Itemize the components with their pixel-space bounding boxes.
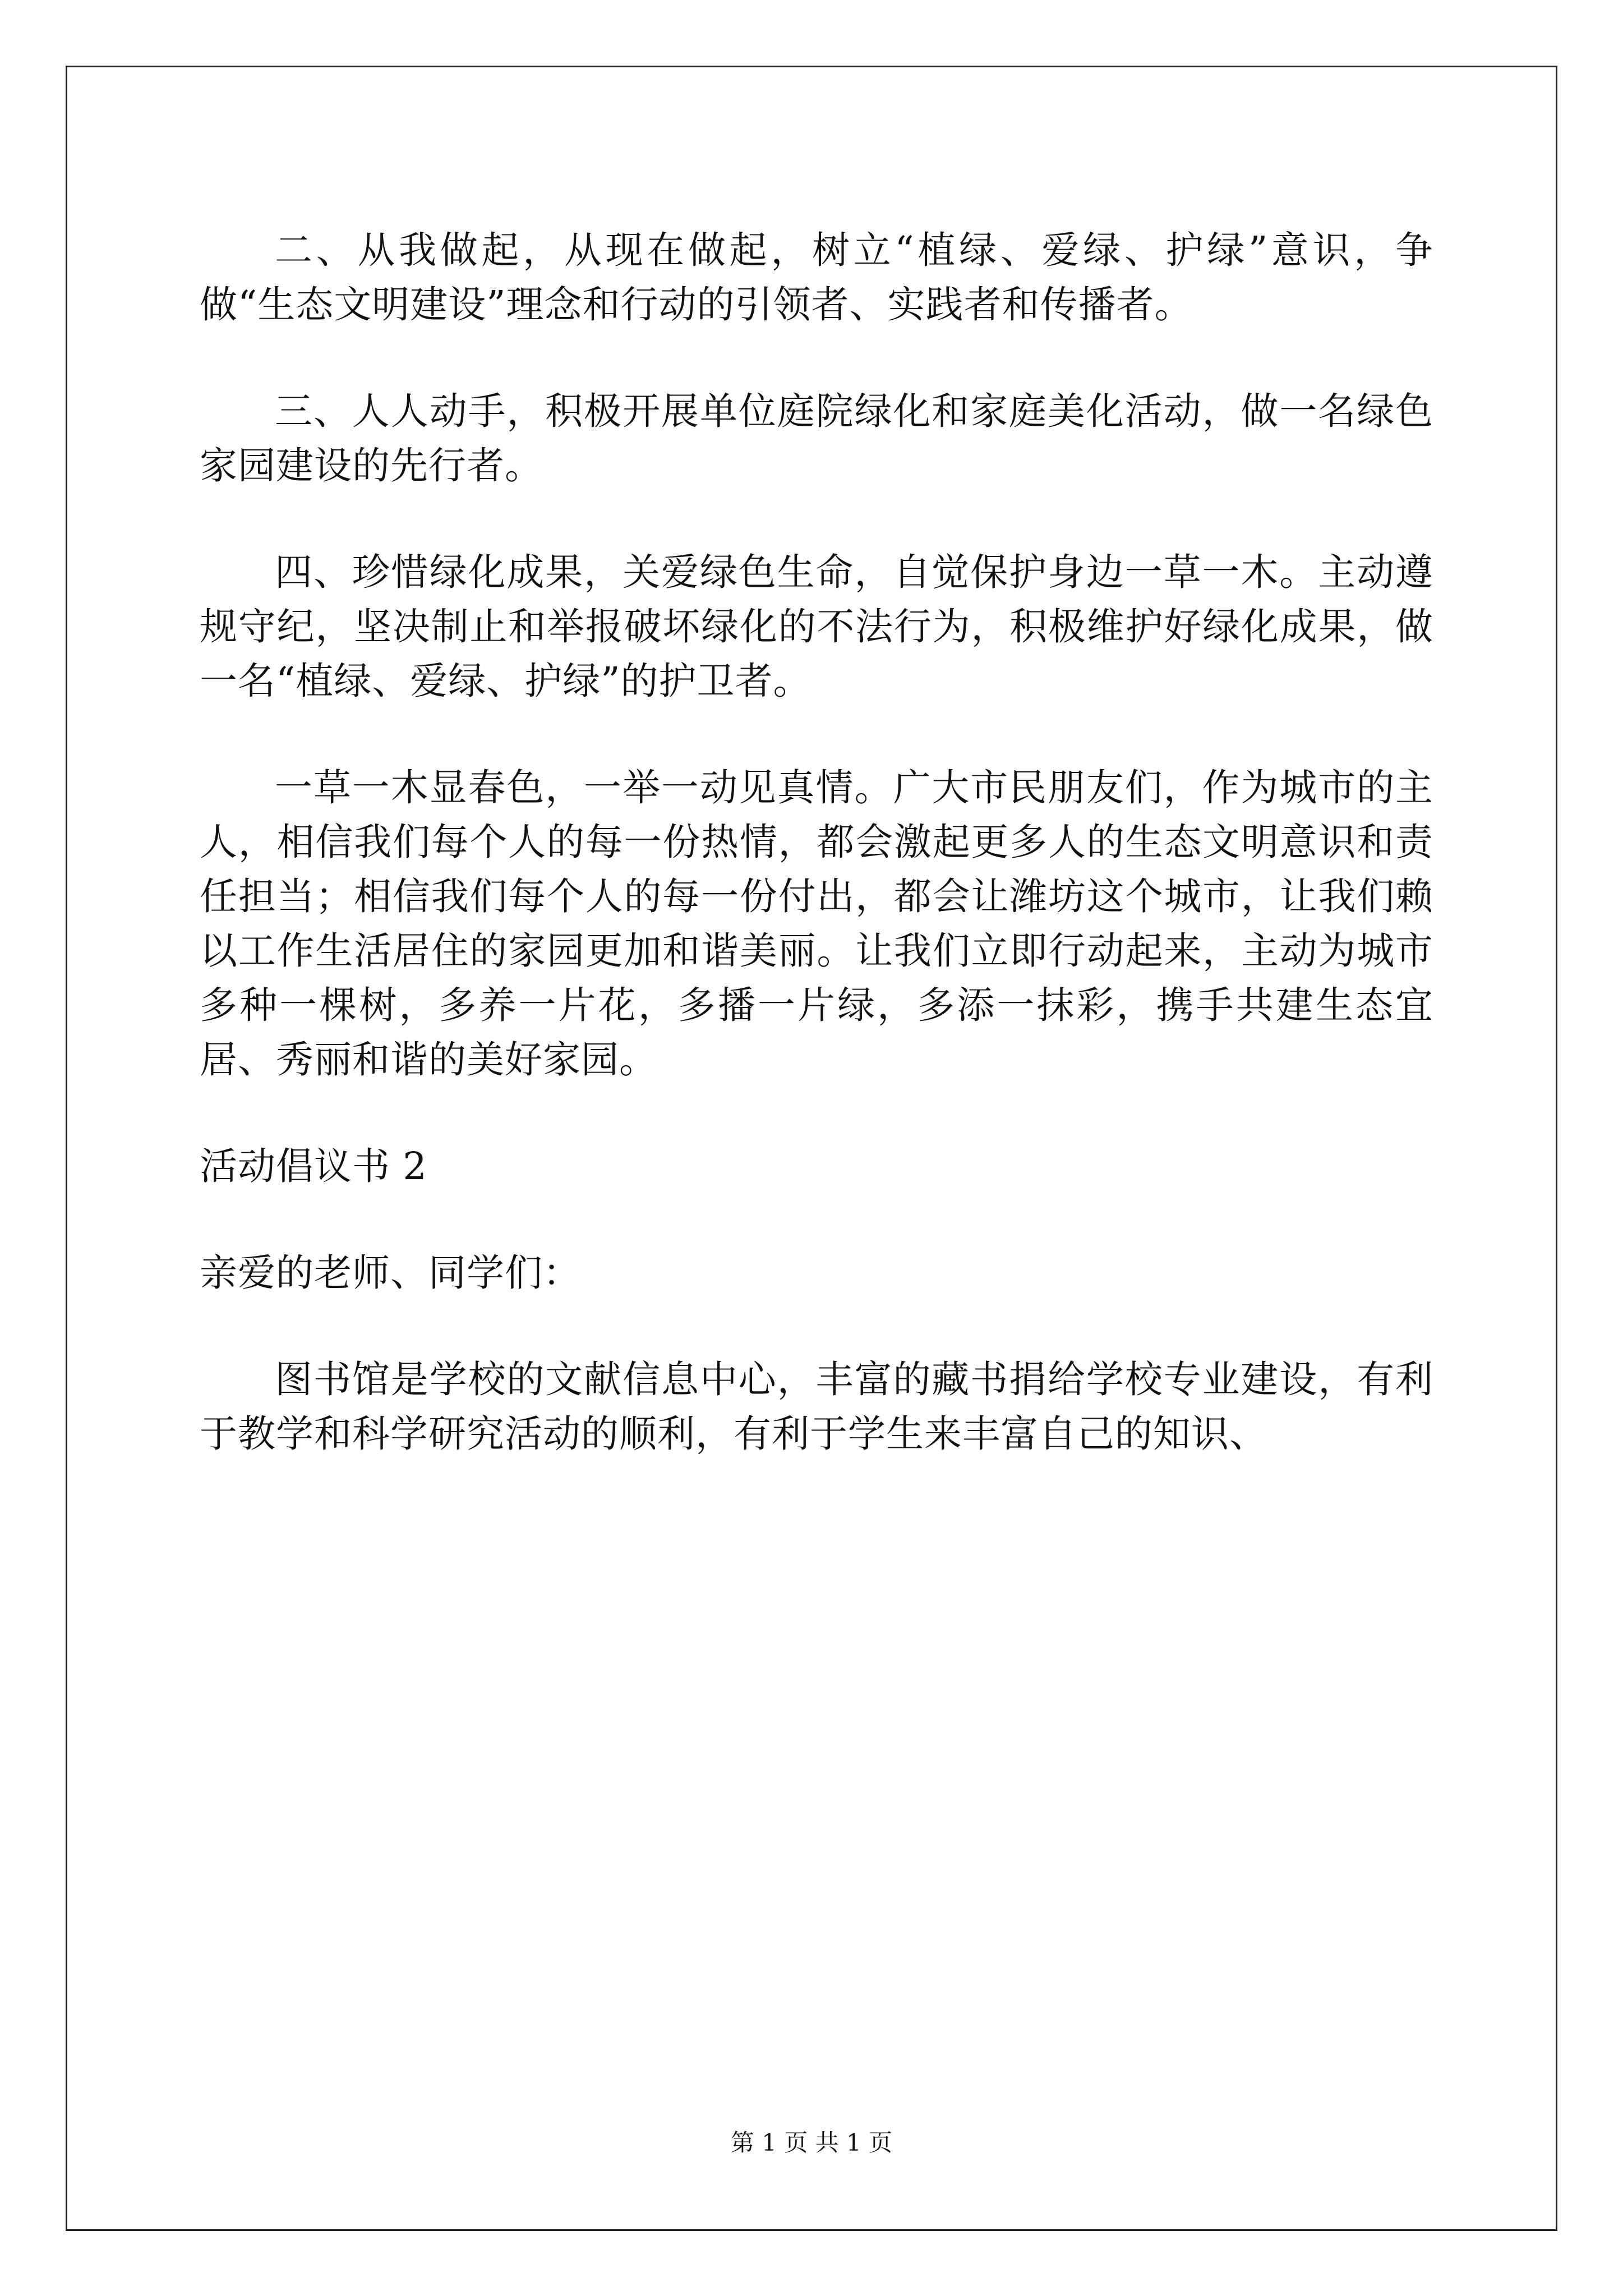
paragraph-closing-appeal: 一草一木显春色，一举一动见真情。广大市民朋友们，作为城市的主人，相信我们每个人的每一份热情，都会激起更多人的生态文明意识和责任担当；相信我们每个人的每一份付出，都会让潍坊这个城市，让我们赖以工作生活居住的家园更加和谐美丽。让我们立即行动起来，主动为城市多种一棵树，多养一片花，多播一片绿，多添一抹彩，携手共建生态宜居、秀丽和谐的美好家园。 [200, 766, 1433, 1082]
paragraph-2: 二、从我做起，从现在做起，树立“植绿、爱绿、护绿”意识，争做“生态文明建设”理念和行动的引领者、实践者和传播者。 [200, 228, 1433, 326]
paragraph-4: 四、珍惜绿化成果，关爱绿色生命，自觉保护身边一草一木。主动遵规守纪，坚决制止和举报破坏绿化的不法行为，积极维护好绿化成果，做一名“植绿、爱绿、护绿”的护卫者。 [200, 550, 1433, 703]
section-heading: 活动倡议书 2 [200, 1144, 427, 1188]
page-footer: 第 1 页 共 1 页 [730, 2129, 893, 2156]
paragraph-library: 图书馆是学校的文献信息中心，丰富的藏书捐给学校专业建设，有利于教学和科学研究活动的顺利，有利于学生来丰富自己的知识、 [200, 1358, 1433, 1456]
document-body [200, 223, 1433, 1513]
paragraph-3: 三、人人动手，积极开展单位庭院绿化和家庭美化活动，做一名绿色家园建设的先行者。 [200, 389, 1433, 487]
salutation: 亲爱的老师、同学们： [200, 1251, 581, 1295]
